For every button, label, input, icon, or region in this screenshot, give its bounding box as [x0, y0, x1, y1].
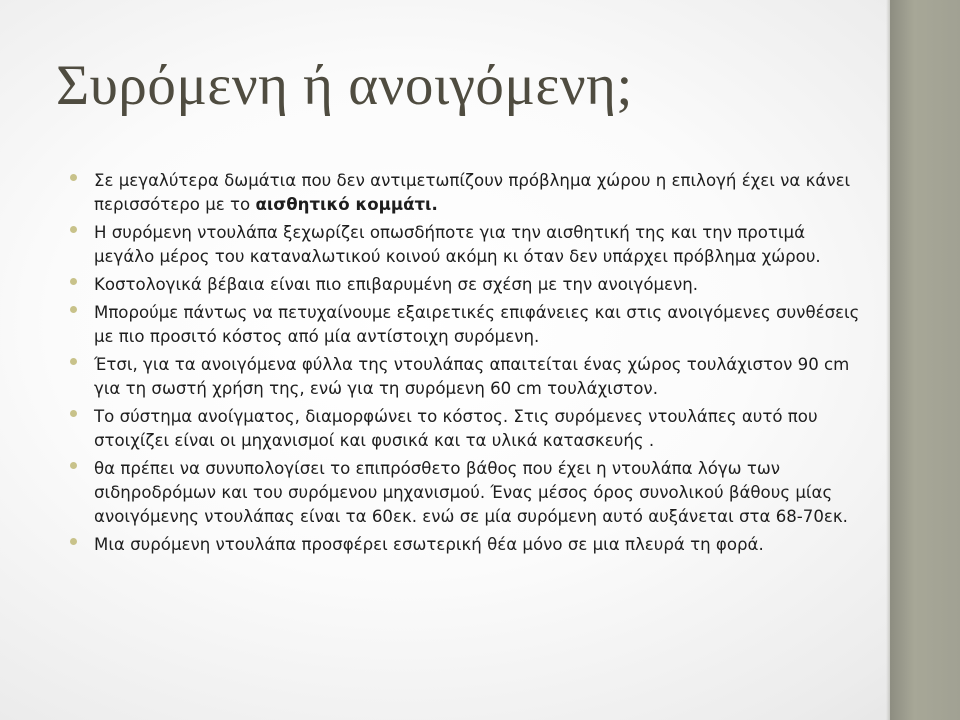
side-bar: [890, 0, 960, 720]
bullet-item: [70, 353, 870, 401]
bullet-item: [70, 405, 870, 453]
bullet-text: Μια συρόμενη ντουλάπα προσφέρει εσωτερική θέα μόνο σε μια πλευρά τη φορά.: [94, 535, 764, 554]
bullet-item: [70, 301, 870, 349]
bullet-dot-icon: [70, 358, 77, 365]
bullet-item: [70, 273, 870, 297]
bullet-text: Έτσι, για τα ανοιγόμενα φύλλα της ντουλάπας απαιτείται ένας χώρος τουλάχιστον 90 cm για τη σωστή χρήση της, ενώ για τη συρόμενη 60 cm τουλάχιστον.: [94, 355, 850, 398]
slide-title: Συρόμενη ή ανοιγόμενη;: [56, 54, 633, 117]
bullet-item: [70, 169, 870, 217]
bullet-text-bold: αισθητικό κομμάτι.: [255, 195, 438, 214]
bullet-dot-icon: [70, 538, 77, 545]
bullet-dot-icon: [70, 174, 77, 181]
bullet-text: Σε μεγαλύτερα δωμάτια που δεν αντιμετωπίζουν πρόβλημα χώρου η επιλογή έχει να κάνει περισσότερο με το: [94, 171, 851, 214]
bullet-item: [70, 457, 870, 529]
bullet-dot-icon: [70, 306, 77, 313]
bullet-list: [70, 169, 870, 561]
bullet-item: [70, 221, 870, 269]
bullet-text: Μπορούμε πάντως να πετυχαίνουμε εξαιρετικές επιφάνειες και στις ανοιγόμενες συνθέσεις με πιο προσιτό κόστος από μία αντίστοιχη συρόμενη.: [94, 303, 860, 346]
bullet-item: [70, 533, 870, 557]
bullet-text: Η συρόμενη ντουλάπα ξεχωρίζει οπωσδήποτε για την αισθητική της και την προτιμά μεγάλο μέρος του καταναλωτικού κοινού ακόμη κι όταν δεν υπάρχει πρόβλημα χώρου.: [94, 223, 821, 266]
bullet-text: Κοστολογικά βέβαια είναι πιο επιβαρυμένη σε σχέση με την ανοιγόμενη.: [94, 275, 699, 294]
bullet-dot-icon: [70, 462, 77, 469]
bullet-dot-icon: [70, 278, 77, 285]
bullet-dot-icon: [70, 410, 77, 417]
bullet-text: Το σύστημα ανοίγματος, διαμορφώνει το κόστος. Στις συρόμενες ντουλάπες αυτό που στοιχίζει είναι οι μηχανισμοί και φυσικά και τα υλικά κατασκευής .: [94, 407, 818, 450]
bullet-dot-icon: [70, 226, 77, 233]
bullet-text: θα πρέπει να συνυπολογίσει το επιπρόσθετο βάθος που έχει η ντουλάπα λόγω των σιδηροδρόμων και του συρόμενου μηχανισμού. Ένας μέσος όρος συνολικού βάθους μίας ανοιγόμενης ντουλάπας είναι τα 60εκ. ενώ σε μία συρόμενη αυτό αυξάνεται στα 68-70εκ.: [94, 459, 848, 526]
